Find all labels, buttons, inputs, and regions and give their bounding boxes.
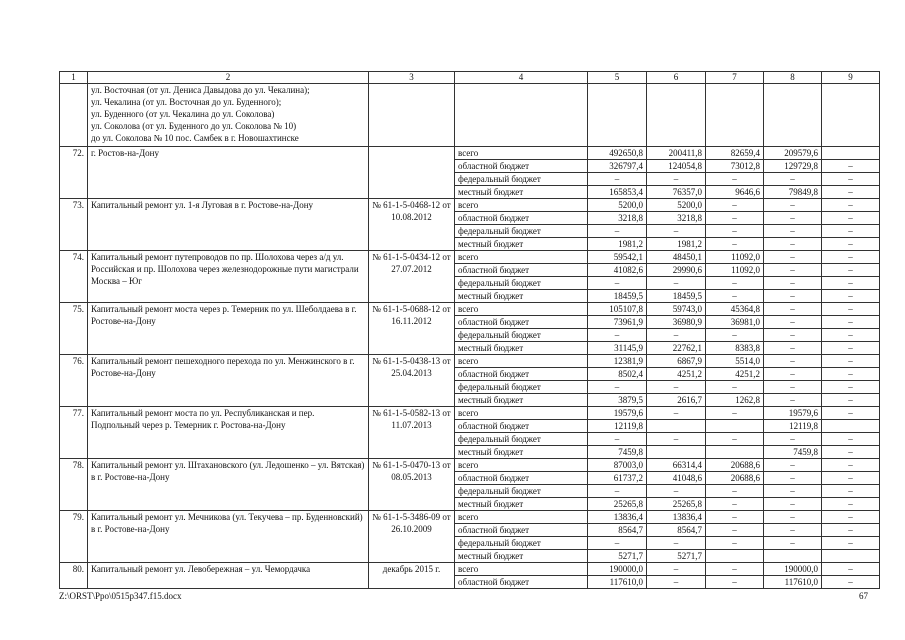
value-cell: 1981,2 [647,238,706,251]
value-cell: 4251,2 [647,368,706,381]
continuation-empty-cell [764,84,822,147]
value-cell: 19579,6 [764,407,822,420]
value-cell: 117610,0 [588,576,647,589]
value-cell: 326797,4 [588,160,647,173]
value-cell: – [822,433,880,446]
header-cell: 1 [60,72,88,84]
value-cell: – [822,264,880,277]
value-cell: – [764,290,822,303]
value-cell: – [647,407,706,420]
object-name: Капитальный ремонт ул. Левобережная – ул. Чемордачка [88,563,369,589]
value-cell: – [647,381,706,394]
value-cell: – [822,576,880,589]
funding-source: всего [455,303,588,316]
object-name: Капитальный ремонт моста по ул. Республиканская и пер. Подпольный через р. Темерник г. Ростова-на-Дону [88,407,369,459]
funding-source: местный бюджет [455,342,588,355]
header-cell: 4 [455,72,588,84]
funding-source: местный бюджет [455,290,588,303]
value-cell: – [764,342,822,355]
table-row [60,459,880,472]
value-cell: – [647,485,706,498]
value-cell: 1981,2 [588,238,647,251]
funding-source: местный бюджет [455,550,588,563]
value-cell: – [706,381,764,394]
table-row [60,199,880,212]
funding-source: федеральный бюджет [455,329,588,342]
value-cell: – [706,524,764,537]
funding-source: местный бюджет [455,394,588,407]
value-cell: – [822,160,880,173]
value-cell: – [764,498,822,511]
value-cell: 117610,0 [764,576,822,589]
value-cell: 18459,5 [647,290,706,303]
value-cell: – [764,511,822,524]
value-cell: 59542,1 [588,251,647,264]
value-cell: 18459,5 [588,290,647,303]
value-cell [706,550,764,563]
value-cell: – [822,290,880,303]
value-cell: – [764,173,822,186]
value-cell: 29990,6 [647,264,706,277]
value-cell: – [647,329,706,342]
funding-source: областной бюджет [455,524,588,537]
value-cell: – [822,459,880,472]
value-cell: – [764,199,822,212]
expertise-document: № 61-1-5-0434-12 от 27.07.2012 [369,251,455,303]
value-cell: – [706,238,764,251]
value-cell: 3218,8 [588,212,647,225]
object-name: Капитальный ремонт ул. 1-я Луговая в г. Ростове-на-Дону [88,199,369,251]
value-cell: 129729,8 [764,160,822,173]
header-cell: 7 [706,72,764,84]
value-cell: 82659,4 [706,147,764,160]
value-cell: – [822,238,880,251]
value-cell: – [588,537,647,550]
value-cell: – [764,277,822,290]
value-cell: – [822,251,880,264]
value-cell: – [822,316,880,329]
funding-source: всего [455,199,588,212]
value-cell: 5271,7 [588,550,647,563]
row-number: 73. [60,199,88,251]
value-cell: 190000,0 [764,563,822,576]
value-cell: 3879,5 [588,394,647,407]
value-cell: 5514,0 [706,355,764,368]
expertise-document: № 61-1-5-0582-13 от 11.07.2013 [369,407,455,459]
value-cell: – [588,433,647,446]
value-cell: – [822,186,880,199]
value-cell: 13836,4 [647,511,706,524]
value-cell: – [764,329,822,342]
budget-table [59,71,880,589]
value-cell: 12381,9 [588,355,647,368]
value-cell: – [764,264,822,277]
header-row [60,72,880,84]
value-cell: – [588,329,647,342]
value-cell: – [706,277,764,290]
value-cell: – [764,303,822,316]
value-cell: – [822,381,880,394]
value-cell [822,420,880,433]
value-cell: 7459,8 [764,446,822,459]
value-cell: 124054,8 [647,160,706,173]
value-cell: – [588,277,647,290]
table-row [60,251,880,264]
value-cell: – [764,238,822,251]
funding-source: всего [455,251,588,264]
row-number: 75. [60,303,88,355]
object-name: Капитальный ремонт моста через р. Темерник по ул. Шеболдаева в г. Ростове-на-Дону [88,303,369,355]
value-cell: – [822,498,880,511]
expertise-document: № 61-1-5-0468-12 от 10.08.2012 [369,199,455,251]
value-cell: 11092,0 [706,251,764,264]
value-cell [706,446,764,459]
value-cell: – [764,485,822,498]
value-cell: – [706,576,764,589]
funding-source: федеральный бюджет [455,537,588,550]
value-cell: 11092,0 [706,264,764,277]
funding-source: федеральный бюджет [455,225,588,238]
footer-file-path: Z:\ORST\Ppo\0515p347.f15.docx [59,591,182,601]
value-cell: 165853,4 [588,186,647,199]
funding-source: областной бюджет [455,160,588,173]
continuation-line: ул. Восточная (от ул. Дениса Давыдова до ул. Чекалина); [91,85,310,95]
funding-source: всего [455,563,588,576]
table-row [60,147,880,160]
funding-source: областной бюджет [455,264,588,277]
value-cell: – [822,355,880,368]
expertise-document: № 61-1-5-3486-09 от 26.10.2009 [369,511,455,563]
funding-source: федеральный бюджет [455,433,588,446]
funding-source: всего [455,407,588,420]
value-cell: – [822,303,880,316]
object-name: г. Ростов-на-Дону [88,147,369,199]
funding-source: всего [455,355,588,368]
value-cell: – [588,485,647,498]
value-cell: 5200,0 [588,199,647,212]
expertise-document: № 61-1-5-0688-12 от 16.11.2012 [369,303,455,355]
funding-source: всего [455,147,588,160]
header-cell: 9 [822,72,880,84]
funding-source: областной бюджет [455,472,588,485]
value-cell: 8564,7 [647,524,706,537]
funding-source: местный бюджет [455,186,588,199]
value-cell: – [647,225,706,238]
object-name: Капитальный ремонт путепроводов по пр. Шолохова через а/д ул. Российская и пр. Шолохова через железнодорожные пути магистрали Москва – Юг [88,251,369,303]
value-cell: – [647,433,706,446]
value-cell [764,550,822,563]
value-cell: – [647,563,706,576]
value-cell: 76357,0 [647,186,706,199]
value-cell: 48450,1 [647,251,706,264]
value-cell: 20688,6 [706,459,764,472]
value-cell: 200411,8 [647,147,706,160]
value-cell: 9646,6 [706,186,764,199]
value-cell: 73012,8 [706,160,764,173]
value-cell: 41048,6 [647,472,706,485]
value-cell: 8502,4 [588,368,647,381]
row-number: 78. [60,459,88,511]
value-cell: 8383,8 [706,342,764,355]
value-cell: 79849,8 [764,186,822,199]
value-cell: 12119,8 [764,420,822,433]
value-cell: 73961,9 [588,316,647,329]
value-cell: 25265,8 [588,498,647,511]
value-cell: – [822,446,880,459]
value-cell: – [764,472,822,485]
object-name: Капитальный ремонт ул. Штахановского (ул. Ледошенко – ул. Вятская) в г. Ростове-на-Дону [88,459,369,511]
header-cell: 5 [588,72,647,84]
value-cell: – [764,459,822,472]
value-cell [647,446,706,459]
continuation-row [60,84,880,147]
funding-source: федеральный бюджет [455,277,588,290]
continuation-num-cell [60,84,88,147]
funding-source: местный бюджет [455,498,588,511]
funding-source: федеральный бюджет [455,381,588,394]
row-number: 80. [60,563,88,589]
value-cell: – [822,407,880,420]
value-cell: – [764,225,822,238]
continuation-empty-cell [455,84,588,147]
value-cell: – [706,290,764,303]
funding-source: областной бюджет [455,212,588,225]
value-cell: – [588,381,647,394]
value-cell: – [822,524,880,537]
value-cell: 20688,6 [706,472,764,485]
value-cell: – [706,563,764,576]
funding-source: областной бюджет [455,420,588,433]
value-cell: – [764,394,822,407]
header-cell: 2 [88,72,369,84]
value-cell: 6867,9 [647,355,706,368]
funding-source: федеральный бюджет [455,485,588,498]
value-cell: 41082,6 [588,264,647,277]
value-cell: – [822,511,880,524]
value-cell: – [706,511,764,524]
table-row [60,511,880,524]
value-cell: – [764,433,822,446]
value-cell: – [764,251,822,264]
value-cell: – [764,524,822,537]
continuation-empty-cell [369,84,455,147]
value-cell: – [706,225,764,238]
continuation-line: ул. Буденного (от ул. Чекалина до ул. Соколова) [91,109,275,119]
continuation-line: ул. Чекалина (от ул. Восточная до ул. Буденного); [91,97,282,107]
value-cell: 2616,7 [647,394,706,407]
expertise-document: декабрь 2015 г. [369,563,455,589]
value-cell: – [822,199,880,212]
value-cell [822,550,880,563]
value-cell: 1262,8 [706,394,764,407]
value-cell: – [706,212,764,225]
value-cell: – [706,173,764,186]
value-cell: – [822,173,880,186]
value-cell: – [822,368,880,381]
value-cell [647,420,706,433]
value-cell: 31145,9 [588,342,647,355]
value-cell: – [822,329,880,342]
value-cell: – [764,212,822,225]
value-cell: – [764,355,822,368]
page-number: 67 [859,591,868,601]
funding-source: местный бюджет [455,446,588,459]
value-cell: – [764,537,822,550]
value-cell: – [822,277,880,290]
value-cell: – [647,277,706,290]
table-row [60,355,880,368]
expertise-document: № 61-1-5-0438-13 от 25.04.2013 [369,355,455,407]
expertise-document: № 61-1-5-0470-13 от 08.05.2013 [369,459,455,511]
continuation-empty-cell [706,84,764,147]
value-cell: 4251,2 [706,368,764,381]
object-name: Капитальный ремонт ул. Мечникова (ул. Текучева – пр. Буденновский) в г. Ростове-на-Дону [88,511,369,563]
funding-source: местный бюджет [455,238,588,251]
value-cell: – [647,173,706,186]
object-name: Капитальный ремонт пешеходного перехода по ул. Менжинского в г. Ростове-на-Дону [88,355,369,407]
row-number: 77. [60,407,88,459]
value-cell: – [706,498,764,511]
value-cell: 209579,6 [764,147,822,160]
value-cell: – [647,537,706,550]
funding-source: федеральный бюджет [455,173,588,186]
value-cell: 492650,8 [588,147,647,160]
value-cell: 87003,0 [588,459,647,472]
value-cell: – [764,316,822,329]
row-number: 74. [60,251,88,303]
value-cell: 36981,0 [706,316,764,329]
value-cell [822,147,880,160]
row-number: 76. [60,355,88,407]
funding-source: всего [455,459,588,472]
value-cell: 13836,4 [588,511,647,524]
value-cell: – [706,407,764,420]
row-number: 79. [60,511,88,563]
value-cell: 12119,8 [588,420,647,433]
value-cell: – [822,212,880,225]
value-cell: 61737,2 [588,472,647,485]
funding-source: областной бюджет [455,316,588,329]
value-cell: 66314,4 [647,459,706,472]
value-cell: 5271,7 [647,550,706,563]
value-cell: – [764,368,822,381]
funding-source: всего [455,511,588,524]
funding-source: областной бюджет [455,576,588,589]
value-cell: 105107,8 [588,303,647,316]
value-cell: 3218,8 [647,212,706,225]
value-cell: – [822,472,880,485]
value-cell: – [706,329,764,342]
value-cell: 190000,0 [588,563,647,576]
value-cell: – [706,433,764,446]
value-cell: 22762,1 [647,342,706,355]
value-cell: – [822,342,880,355]
value-cell: 36980,9 [647,316,706,329]
header-cell: 3 [369,72,455,84]
value-cell: 45364,8 [706,303,764,316]
value-cell: – [706,485,764,498]
continuation-empty-cell [822,84,880,147]
header-cell: 8 [764,72,822,84]
continuation-line: до ул. Соколова № 10 пос. Самбек в г. Новошахтинске [91,133,299,143]
value-cell: – [822,563,880,576]
value-cell: – [706,537,764,550]
continuation-text-cell [88,84,369,147]
table-row [60,303,880,316]
value-cell: – [764,381,822,394]
value-cell: – [822,537,880,550]
value-cell: – [822,485,880,498]
value-cell: 19579,6 [588,407,647,420]
table-row [60,563,880,576]
value-cell: – [647,576,706,589]
value-cell: – [588,225,647,238]
expertise-document [369,147,455,199]
value-cell: 59743,0 [647,303,706,316]
value-cell [706,420,764,433]
value-cell: – [822,394,880,407]
value-cell: 7459,8 [588,446,647,459]
continuation-line: ул. Соколова (от ул. Буденного до ул. Соколова № 10) [91,121,297,131]
row-number: 72. [60,147,88,199]
value-cell: 25265,8 [647,498,706,511]
continuation-empty-cell [647,84,706,147]
value-cell: 5200,0 [647,199,706,212]
table-row [60,407,880,420]
continuation-empty-cell [588,84,647,147]
funding-source: областной бюджет [455,368,588,381]
value-cell: – [822,225,880,238]
value-cell: 8564,7 [588,524,647,537]
header-cell: 6 [647,72,706,84]
value-cell: – [706,199,764,212]
value-cell: – [588,173,647,186]
